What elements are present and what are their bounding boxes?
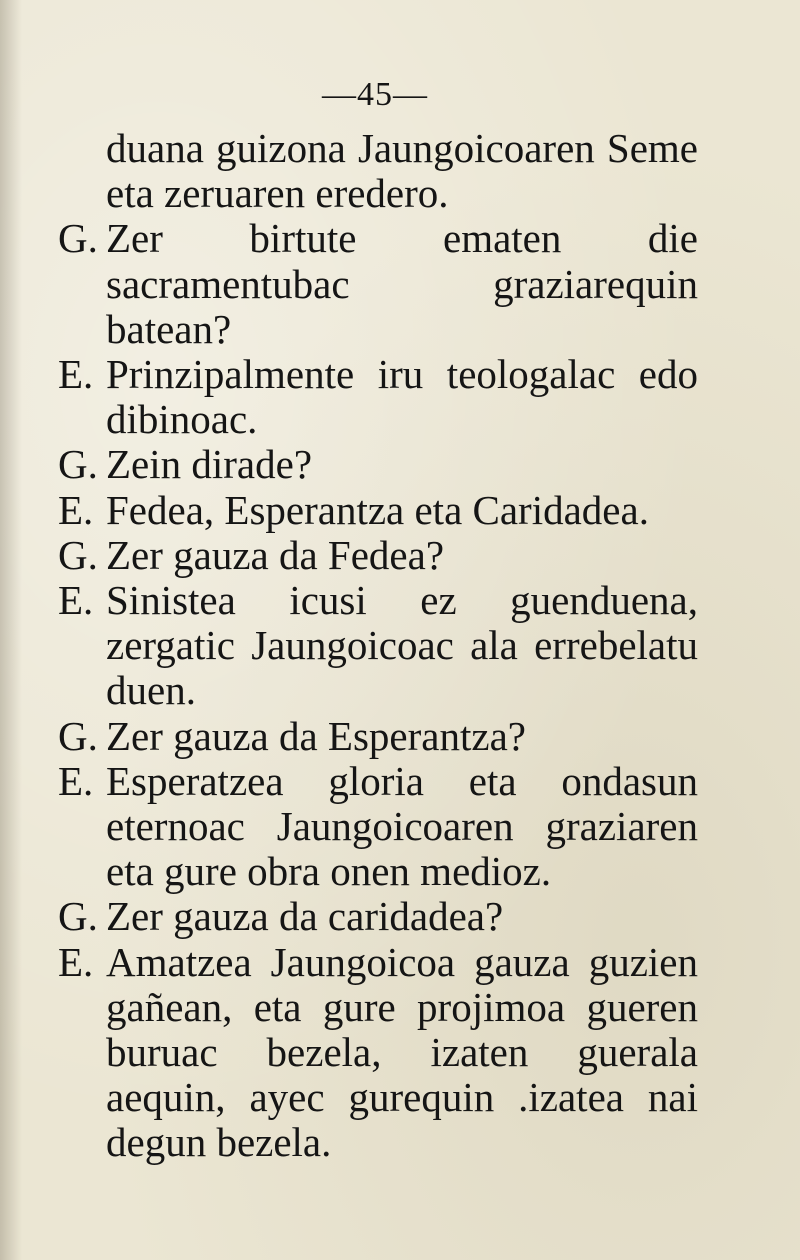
entry-text: Prinzipalmente iru teologalac edo dibinoac. — [106, 351, 698, 443]
question-entry — [58, 714, 698, 759]
entry-text: Zer gauza da Esperantza? — [106, 712, 526, 759]
speaker-label: E. — [58, 486, 94, 533]
answer-entry — [58, 759, 698, 895]
page-body — [58, 126, 698, 1166]
question-entry — [58, 533, 698, 578]
speaker-label: G. — [58, 893, 98, 940]
speaker-label: E. — [58, 351, 94, 398]
answer-entry — [58, 940, 698, 1166]
entry-text: Esperatzea gloria eta ondasun eternoac Jaungoicoaren graziaren eta gure obra onen medioz. — [106, 757, 698, 895]
entry-text: Fedea, Esperantza eta Caridadea. — [106, 486, 649, 533]
entry-text: Zer gauza da Fedea? — [106, 531, 445, 578]
answer-entry — [58, 352, 698, 442]
question-entry — [58, 894, 698, 939]
speaker-label: G. — [58, 441, 98, 488]
speaker-label: E. — [58, 938, 94, 985]
entry-text: Zein dirade? — [106, 441, 313, 488]
answer-entry — [58, 578, 698, 714]
continuation-paragraph: duana guizona Jaungoicoaren Seme eta zeruaren eredero. — [106, 125, 698, 217]
speaker-label: G. — [58, 531, 98, 578]
speaker-label: E. — [58, 577, 94, 624]
speaker-label: E. — [58, 757, 94, 804]
question-entry — [58, 216, 698, 352]
entry-text: Zer gauza da caridadea? — [106, 893, 504, 940]
speaker-label: G. — [58, 215, 98, 262]
entry-text: Amatzea Jaungoicoa gauza guzien gañean, eta gure projimoa gueren buruac bezela, izaten guerala aequin, ayec gurequin .izatea nai degun bezela. — [106, 938, 698, 1166]
question-entry — [58, 442, 698, 487]
answer-entry — [58, 488, 698, 533]
speaker-label: G. — [58, 712, 98, 759]
page-number: —45— — [322, 76, 428, 113]
entry-text: Zer birtute ematen die sacramentubac graziarequin batean? — [106, 215, 698, 352]
entry-text: Sinistea icusi ez guenduena, zergatic Jaungoicoac ala errebelatu duen. — [106, 577, 698, 714]
page-edge-shadow — [0, 0, 22, 1260]
